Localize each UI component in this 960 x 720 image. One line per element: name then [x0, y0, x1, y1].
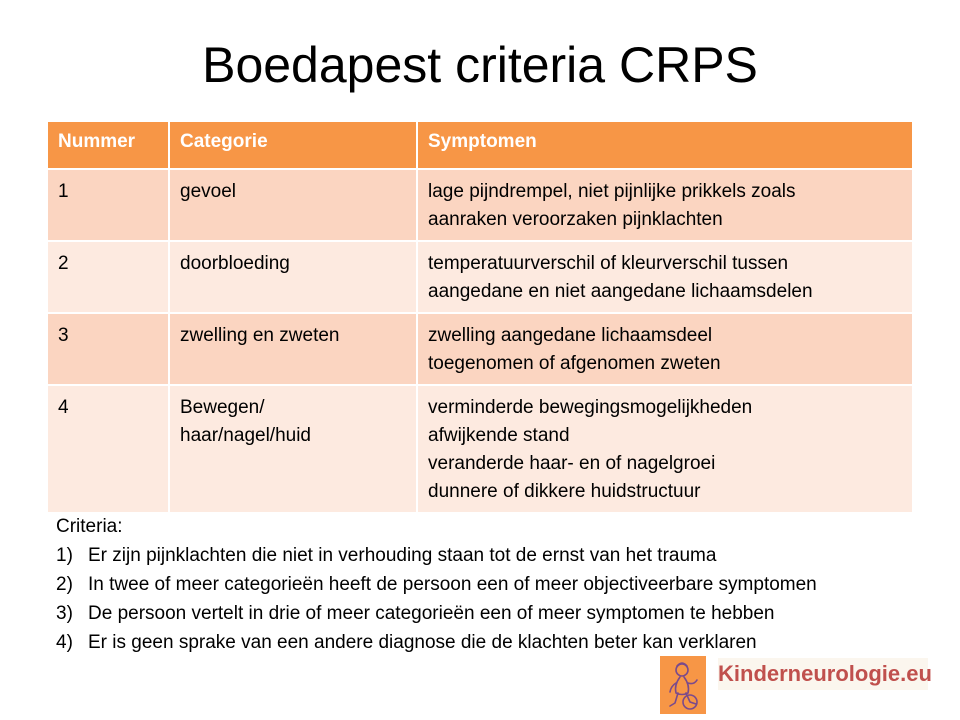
categorie-line: haar/nagel/huid: [180, 425, 311, 446]
criteria-number: 4): [56, 632, 73, 653]
criteria-item: [56, 628, 946, 657]
criteria-text: In twee of meer categorieën heeft de persoon een of meer objectiveerbare symptomen: [88, 574, 817, 595]
symptom-line: zwelling aangedane lichaamsdeel: [428, 325, 713, 346]
table-row: [48, 385, 912, 513]
cell-nummer: 3: [48, 313, 169, 385]
criteria-number: 1): [56, 545, 73, 566]
criteria-text: Er is geen sprake van een andere diagnose die de klachten beter kan verklaren: [88, 632, 757, 653]
criteria-number: 3): [56, 603, 73, 624]
cell-nummer: 2: [48, 241, 169, 313]
symptom-line: toegenomen of afgenomen zweten: [428, 353, 721, 374]
symptom-line: dunnere of dikkere huidstructuur: [428, 481, 701, 502]
criteria-text: Er zijn pijnklachten die niet in verhouding staan tot de ernst van het trauma: [88, 545, 717, 566]
symptom-line: verminderde bewegingsmogelijkheden: [428, 397, 753, 418]
cell-categorie: [169, 313, 417, 385]
categorie-line: zwelling en zweten: [180, 325, 340, 346]
criteria-list: [56, 541, 946, 657]
cell-symptomen: [417, 169, 912, 241]
symptom-line: aanraken veroorzaken pijnklachten: [428, 209, 723, 230]
symptom-line: afwijkende stand: [428, 425, 570, 446]
column-header-nummer: Nummer: [48, 122, 169, 169]
criteria-section: [56, 512, 946, 657]
crps-table: [48, 122, 912, 514]
criteria-heading: Criteria:: [56, 516, 123, 537]
cell-symptomen: [417, 241, 912, 313]
table-row: [48, 169, 912, 241]
cell-categorie: [169, 169, 417, 241]
symptom-line: veranderde haar- en of nagelgroei: [428, 453, 716, 474]
logo-text: Kinderneurologie.eu: [718, 658, 928, 690]
categorie-line: doorbloeding: [180, 253, 290, 274]
cell-categorie: [169, 241, 417, 313]
column-header-categorie: Categorie: [169, 122, 417, 169]
criteria-number: 2): [56, 574, 73, 595]
cell-categorie: [169, 385, 417, 513]
cell-symptomen: [417, 313, 912, 385]
table-row: [48, 313, 912, 385]
criteria-item: [56, 570, 946, 599]
table-header-row: [48, 122, 912, 169]
criteria-item: [56, 541, 946, 570]
categorie-line: Bewegen/: [180, 397, 265, 418]
page-title: Boedapest criteria CRPS: [202, 37, 758, 93]
symptom-line: temperatuurverschil of kleurverschil tussen: [428, 253, 789, 274]
symptom-line: lage pijndrempel, niet pijnlijke prikkels zoals: [428, 181, 796, 202]
table-row: [48, 241, 912, 313]
column-header-symptomen: Symptomen: [417, 122, 912, 169]
cell-nummer: 4: [48, 385, 169, 513]
cell-symptomen: [417, 385, 912, 513]
criteria-text: De persoon vertelt in drie of meer categorieën een of meer symptomen te hebben: [88, 603, 775, 624]
symptom-line: aangedane en niet aangedane lichaamsdelen: [428, 281, 813, 302]
criteria-item: [56, 599, 946, 628]
child-figure-logo-icon: [660, 656, 706, 714]
categorie-line: gevoel: [180, 181, 236, 202]
cell-nummer: 1: [48, 169, 169, 241]
